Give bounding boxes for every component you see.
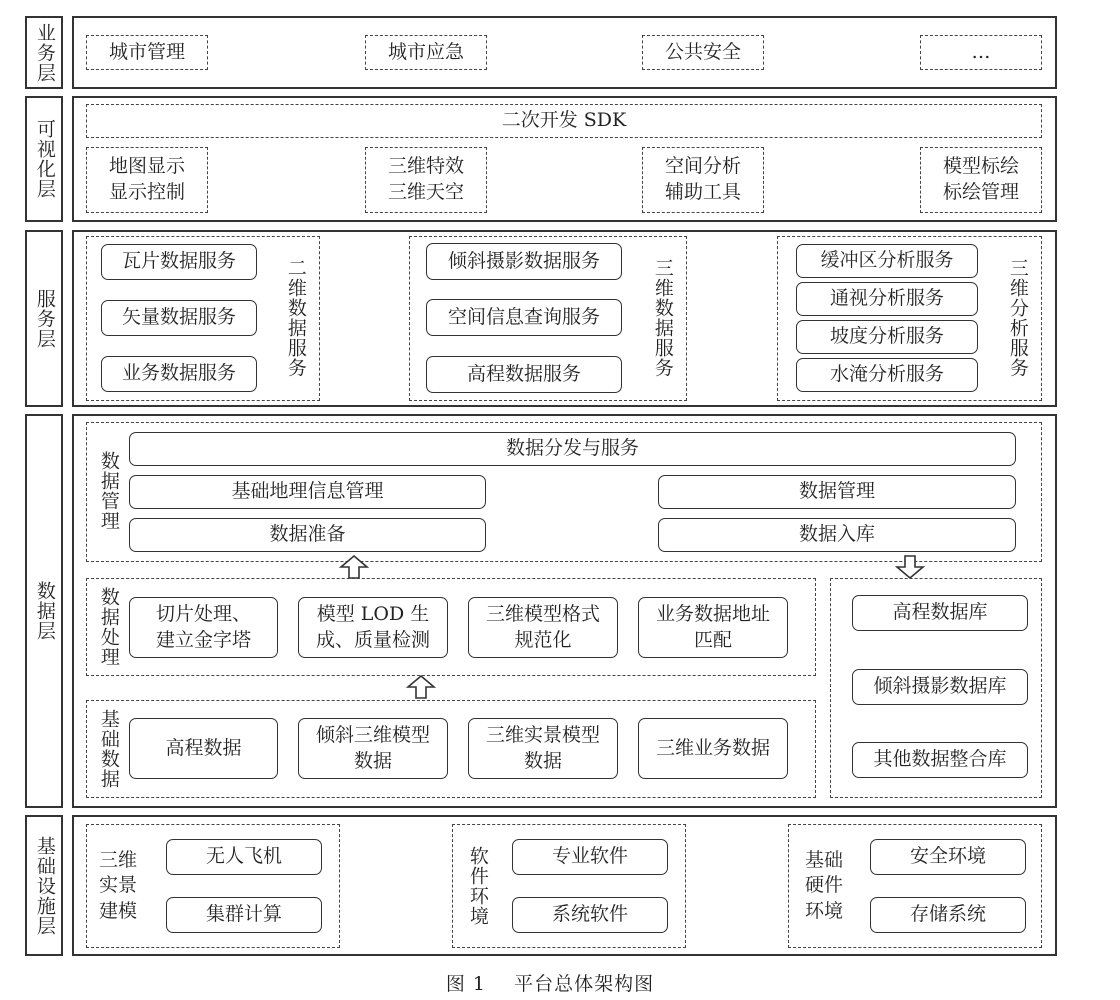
vis-item-spatial-analysis: 空间分析 辅助工具 <box>642 147 764 213</box>
service-oblique-photo: 倾斜摄影数据服务 <box>426 243 622 280</box>
geo-info-management: 基础地理信息管理 <box>129 475 486 509</box>
infra-layer-label-box <box>25 815 63 956</box>
service-layer-label: 服务层 <box>33 288 56 349</box>
vis-item-map-display: 地图显示 显示控制 <box>86 147 208 213</box>
data-management-title: 数据管理 <box>97 451 120 531</box>
basic-3d-business-data: 三维业务数据 <box>638 718 788 779</box>
service-buffer-analysis: 缓冲区分析服务 <box>796 244 978 278</box>
business-item-city-emergency: 城市应急 <box>365 35 487 70</box>
process-format-normalize: 三维模型格式 规范化 <box>468 597 618 658</box>
arrow-down-to-database <box>896 555 924 579</box>
process-tiling-pyramid: 切片处理、 建立金字塔 <box>129 597 278 658</box>
service-slope-analysis: 坡度分析服务 <box>796 320 978 354</box>
process-model-lod: 模型 LOD 生 成、质量检测 <box>298 597 448 658</box>
infra-storage-system: 存储系统 <box>870 897 1026 933</box>
db-oblique-photo: 倾斜摄影数据库 <box>852 669 1028 705</box>
service-group-3d-title: 三维数据服务 <box>651 258 674 378</box>
visualization-layer-label-box <box>25 96 63 222</box>
infra-group-3d-modeling-title: 三维 实景 建模 <box>98 848 137 922</box>
db-other-integration: 其他数据整合库 <box>852 742 1028 778</box>
service-tile-data: 瓦片数据服务 <box>101 244 257 280</box>
business-layer-label-box <box>25 16 63 89</box>
service-spatial-query: 空间信息查询服务 <box>426 299 622 336</box>
sdk-box: 二次开发 SDK <box>86 104 1042 138</box>
figure-caption: 图 1 平台总体架构图 <box>445 972 655 995</box>
data-ingest: 数据入库 <box>658 518 1016 552</box>
infra-security-env: 安全环境 <box>870 839 1026 875</box>
infra-professional-software: 专业软件 <box>512 839 668 875</box>
infra-group-software-title: 软件环境 <box>466 846 489 926</box>
infra-drone: 无人飞机 <box>166 839 322 875</box>
infra-layer-label: 基础设施层 <box>33 835 56 936</box>
data-layer-label: 数据层 <box>33 581 56 641</box>
business-layer-panel <box>72 16 1057 89</box>
service-vector-data: 矢量数据服务 <box>101 300 257 336</box>
service-group-2d-title: 二维数据服务 <box>284 258 307 378</box>
db-elevation: 高程数据库 <box>852 595 1028 631</box>
vis-item-model-plotting: 模型标绘 标绘管理 <box>920 147 1042 213</box>
data-layer-label-box <box>25 414 63 808</box>
data-preparation: 数据准备 <box>129 518 486 552</box>
service-flood-analysis: 水淹分析服务 <box>796 358 978 392</box>
vis-item-3d-effects: 三维特效 三维天空 <box>365 147 487 213</box>
service-business-data: 业务数据服务 <box>101 356 257 392</box>
basic-oblique-3d-model: 倾斜三维模型 数据 <box>298 718 448 779</box>
infra-cluster-computing: 集群计算 <box>166 897 322 933</box>
service-elevation-data: 高程数据服务 <box>426 356 622 393</box>
arrow-up-to-processing <box>407 675 435 699</box>
arrow-up-to-management <box>340 555 368 579</box>
data-distribution-service: 数据分发与服务 <box>129 432 1016 466</box>
infra-group-hardware-title: 基础 硬件 环境 <box>804 848 843 922</box>
data-management-box: 数据管理 <box>658 475 1016 509</box>
basic-real-3d-model: 三维实景模型 数据 <box>468 718 618 779</box>
business-item-public-safety: 公共安全 <box>642 35 764 70</box>
business-item-more: … <box>920 35 1042 70</box>
service-group-analysis-title: 三维分析服务 <box>1006 258 1029 378</box>
business-item-city-management: 城市管理 <box>86 35 208 70</box>
business-layer-label: 业务层 <box>33 22 56 83</box>
service-visibility-analysis: 通视分析服务 <box>796 282 978 316</box>
visualization-layer-label: 可视化层 <box>33 119 56 199</box>
process-address-matching: 业务数据地址 匹配 <box>638 597 788 658</box>
infra-system-software: 系统软件 <box>512 897 668 933</box>
service-layer-label-box <box>25 230 63 407</box>
basic-data-title: 基础数据 <box>97 709 120 789</box>
data-processing-title: 数据处理 <box>97 587 120 667</box>
basic-elevation-data: 高程数据 <box>129 718 278 779</box>
